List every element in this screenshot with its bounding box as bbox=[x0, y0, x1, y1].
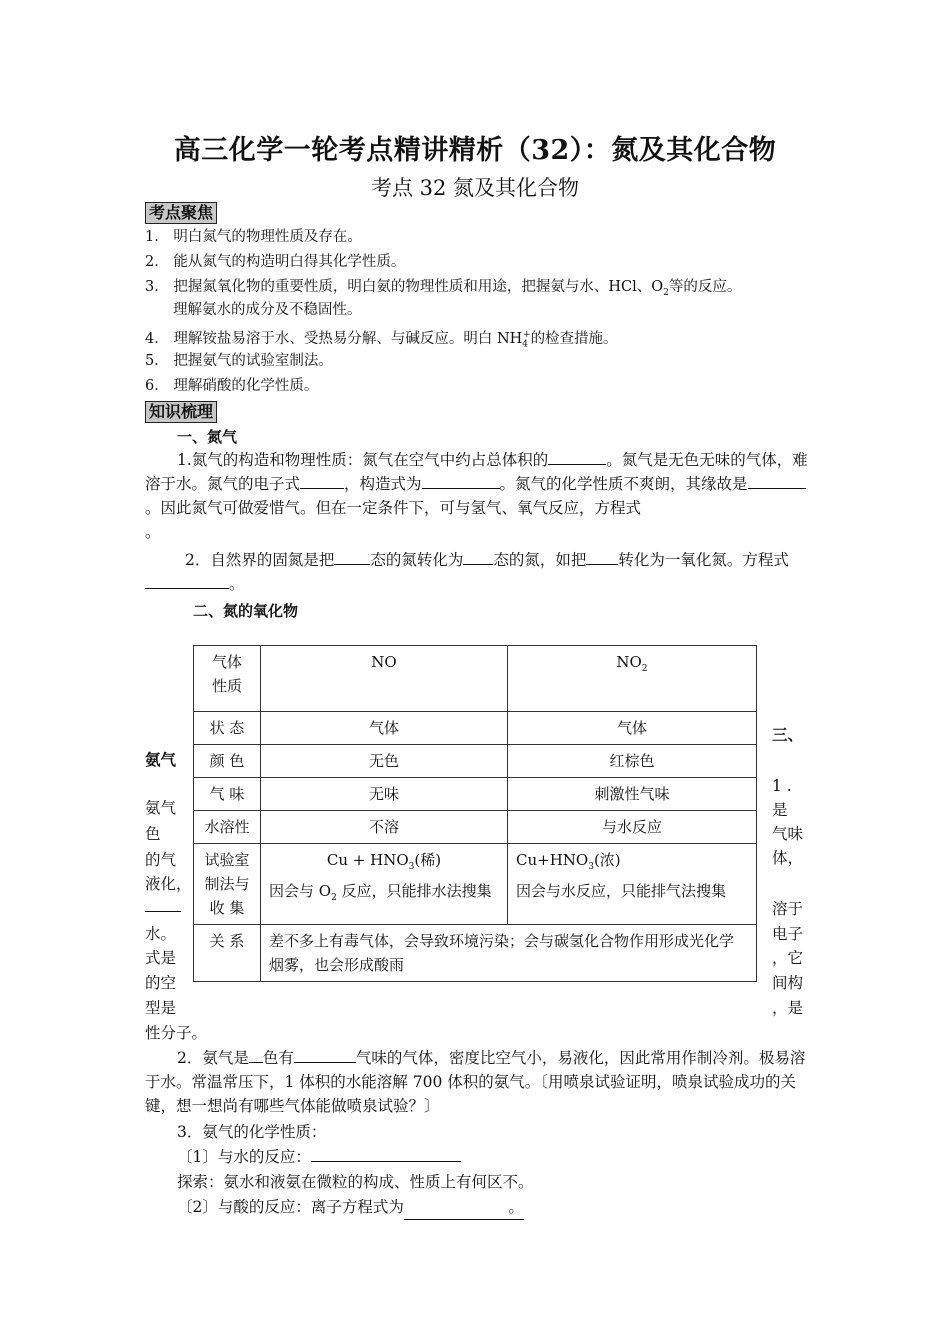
cell-relation: 差不多上有毒气体，会导致环境污染；会与碳氢化合物作用形成光化学烟雾，也会形成酸雨 bbox=[261, 925, 757, 982]
cell-no-color: 无色 bbox=[261, 745, 508, 778]
focus-item-5: 5． 把握氨气的试验室制法。 bbox=[145, 353, 333, 369]
ammonia-acid-reaction: 〔2〕与酸的反应：离子方程式为 。 bbox=[177, 1195, 817, 1220]
side-right-6: 溶于 bbox=[772, 900, 804, 918]
focus-item-4: 4． 理解铵盐易溶于水、受热易分解、与碱反应。明白 $NH_4^+$的检查措施。 bbox=[145, 330, 618, 350]
side-left-3: 色 bbox=[145, 825, 161, 843]
ammonia-water-reaction: 〔1〕与水的反应： bbox=[177, 1145, 817, 1169]
nitrogen-paragraph-2: 2．自然界的固氮是把 态的氮转化为 态的氮，如把 转化为一氧化氮。方程式。 bbox=[145, 548, 810, 596]
focus-item-3: 3． 把握氮氧化物的重要性质，明白氨的物理性质和用途，把握氨与水、HCl、$O_2$等的反应。 bbox=[145, 279, 742, 298]
side-left-blank bbox=[145, 911, 181, 912]
side-right-7: 电子 bbox=[772, 925, 804, 943]
table-row bbox=[194, 745, 757, 778]
focus-item-6: 6． 理解硝酸的化学性质。 bbox=[145, 378, 319, 394]
section-nitrogen: 一、氮气 bbox=[177, 428, 238, 446]
header-no: NO bbox=[261, 646, 508, 712]
side-right-1: 三、 bbox=[772, 725, 804, 744]
focus-heading: 考点聚焦 bbox=[145, 202, 217, 224]
focus-item-3-cont: 理解氨水的成分及不稳固性。 bbox=[173, 302, 362, 318]
side-right-10: ，是 bbox=[772, 999, 804, 1017]
side-right-4: 气味 bbox=[772, 825, 804, 843]
page-title: 高三化学一轮考点精讲精析（32）：氮及其化合物 bbox=[173, 135, 777, 166]
cell-no-prep: $Cu + HNO_3$(稀) 因会与 $O_2$ 反应，只能排水法搜集 bbox=[261, 844, 508, 925]
side-right-5: 体， bbox=[772, 849, 804, 867]
side-left-8: 的空 bbox=[145, 974, 177, 992]
cell-no2-color: 红棕色 bbox=[508, 745, 757, 778]
side-right-3: 是 bbox=[772, 801, 788, 819]
table-row bbox=[194, 778, 757, 811]
ammonia-polarity-text: 性分子。 bbox=[145, 1024, 208, 1042]
side-right-8: ，它 bbox=[772, 949, 804, 967]
header-no2: $NO_2$ bbox=[508, 646, 757, 712]
row-label-solubility: 水溶性 bbox=[194, 811, 261, 844]
table-row bbox=[194, 925, 757, 982]
section-oxides: 二、氮的氧化物 bbox=[193, 602, 299, 620]
row-label-relation: 关 系 bbox=[194, 925, 261, 982]
focus-item-2: 2． 能从氮气的构造明白得其化学性质。 bbox=[145, 254, 406, 270]
cell-no-odor: 无味 bbox=[261, 778, 508, 811]
side-left-7: 式是 bbox=[145, 949, 177, 967]
table-row bbox=[194, 712, 757, 745]
focus-item-1: 1． 明白氮气的物理性质及存在。 bbox=[145, 229, 362, 245]
row-label-state: 状 态 bbox=[194, 712, 261, 745]
side-left-1: 氨气 bbox=[145, 750, 177, 769]
nitrogen-oxides-table bbox=[193, 645, 757, 982]
nitrogen-paragraph-1: 1.氮气的构造和物理性质：氮气在空气中约占总体积的 。氮气是无色无味的气体，难溶于水。氮气的电子式 ，构造式为 。氮气的化学性质不爽朗，其缘故是。因此氮气可做爱惜气。但在一定条件下，可与氢气、氧气反应，方程式 。 bbox=[145, 448, 810, 544]
cell-no-solubility: 不溶 bbox=[261, 811, 508, 844]
side-left-5: 液化， bbox=[145, 875, 192, 893]
side-left-2: 氨气 bbox=[145, 799, 177, 817]
ammonia-paragraph-2: 2．氨气是 色有 气味的气体，密度比空气小，易液化，因此常用作制冷剂。极易溶于水。常温常压下，1 体积的水能溶解 700 体积的氨气。〔用喷泉试验证明，喷泉试验成功的关键，想一想尚有哪些气体能做喷泉试验？〕 bbox=[145, 1046, 810, 1118]
cell-no2-state: 气体 bbox=[508, 712, 757, 745]
header-label-cell: 气体 性质 bbox=[194, 646, 261, 712]
cell-no2-prep: $Cu+HNO_3$(浓) 因会与水反应，只能排气法搜集 bbox=[508, 844, 757, 925]
ammonia-explore: 探索：氨水和液氨在微粒的构成、性质上有何区不。 bbox=[177, 1173, 534, 1191]
page-subtitle: 考点 32 氮及其化合物 bbox=[370, 176, 580, 200]
cell-no-state: 气体 bbox=[261, 712, 508, 745]
side-right-9: 间构 bbox=[772, 974, 804, 992]
row-label-color: 颜 色 bbox=[194, 745, 261, 778]
table-row bbox=[194, 811, 757, 844]
side-left-6: 水。 bbox=[145, 925, 177, 943]
knowledge-heading: 知识梳理 bbox=[145, 401, 217, 423]
row-label-prep: 试验室 制法与 收 集 bbox=[194, 844, 261, 925]
cell-no2-odor: 刺激性气味 bbox=[508, 778, 757, 811]
side-left-4: 的气 bbox=[145, 851, 177, 869]
side-right-2: 1 . bbox=[772, 777, 792, 795]
side-left-9: 型是 bbox=[145, 999, 177, 1017]
row-label-odor: 气 味 bbox=[194, 778, 261, 811]
cell-no2-solubility: 与水反应 bbox=[508, 811, 757, 844]
ammonia-chem-heading: 3．氨气的化学性质： bbox=[177, 1123, 327, 1141]
table-row bbox=[194, 844, 757, 925]
table-header-row bbox=[194, 646, 757, 712]
